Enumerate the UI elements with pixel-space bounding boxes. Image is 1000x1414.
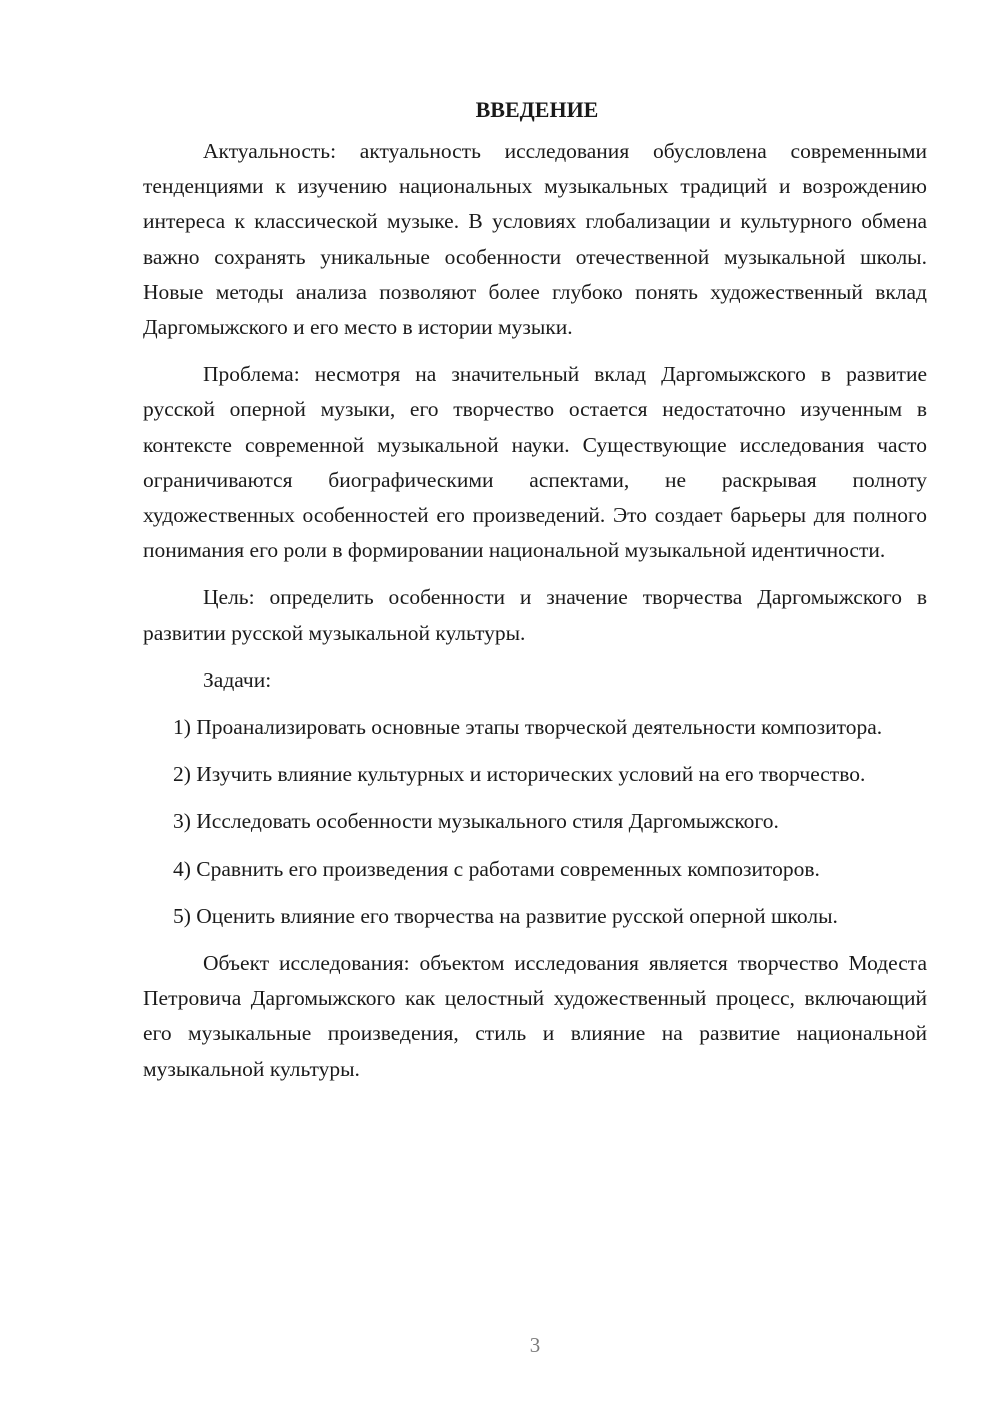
page-number: 3: [529, 1333, 541, 1357]
task-item-4: 4) Сравнить его произведения с работами современных композиторов.: [173, 856, 820, 881]
task-item-2: 2) Изучить влияние культурных и исторических условий на его творчество.: [173, 762, 866, 787]
section-title: ВВЕДЕНИЕ: [475, 97, 599, 122]
paragraph-tasks-heading: Задачи:: [203, 667, 272, 692]
paragraph-relevance: Актуальность: актуальность исследования обусловлена современными тенденциями к изучению национальных музыкальных традиций и возрождению интереса к классической музыке. В условиях глобализации и культурного обмена важно сохранять уникальные особенности отечественной музыкальной школы. Новые методы анализа позволяют более глубоко понять художественный вклад Даргомыжского и его место в истории музыки.: [143, 139, 927, 340]
task-item-3: 3) Исследовать особенности музыкального стиля Даргомыжского.: [173, 809, 779, 834]
paragraph-object: Объект исследования: объектом исследования является творчество Модеста Петровича Даргомыжского как целостный художественный процесс, включающий его музыкальные произведения, стиль и влияние на развитие национальной музыкальной культуры.: [143, 951, 927, 1081]
paragraph-goal: Цель: определить особенности и значение творчества Даргомыжского в развитии русской музыкальной культуры.: [143, 585, 927, 645]
task-item-1: 1) Проанализировать основные этапы творческой деятельности композитора.: [173, 715, 883, 740]
task-item-5: 5) Оценить влияние его творчества на развитие русской оперной школы.: [173, 903, 838, 928]
paragraph-problem: Проблема: несмотря на значительный вклад Даргомыжского в развитие русской оперной музыки, его творчество остается недостаточно изученным в контексте современной музыкальной науки. Существующие исследования часто ограничиваются биографическими аспектами, не раскрывая полноту художественных особенностей его произведений. Это создает барьеры для полного понимания его роли в формировании национальной музыкальной идентичности.: [143, 362, 927, 563]
document-page: [143, 92, 927, 1099]
